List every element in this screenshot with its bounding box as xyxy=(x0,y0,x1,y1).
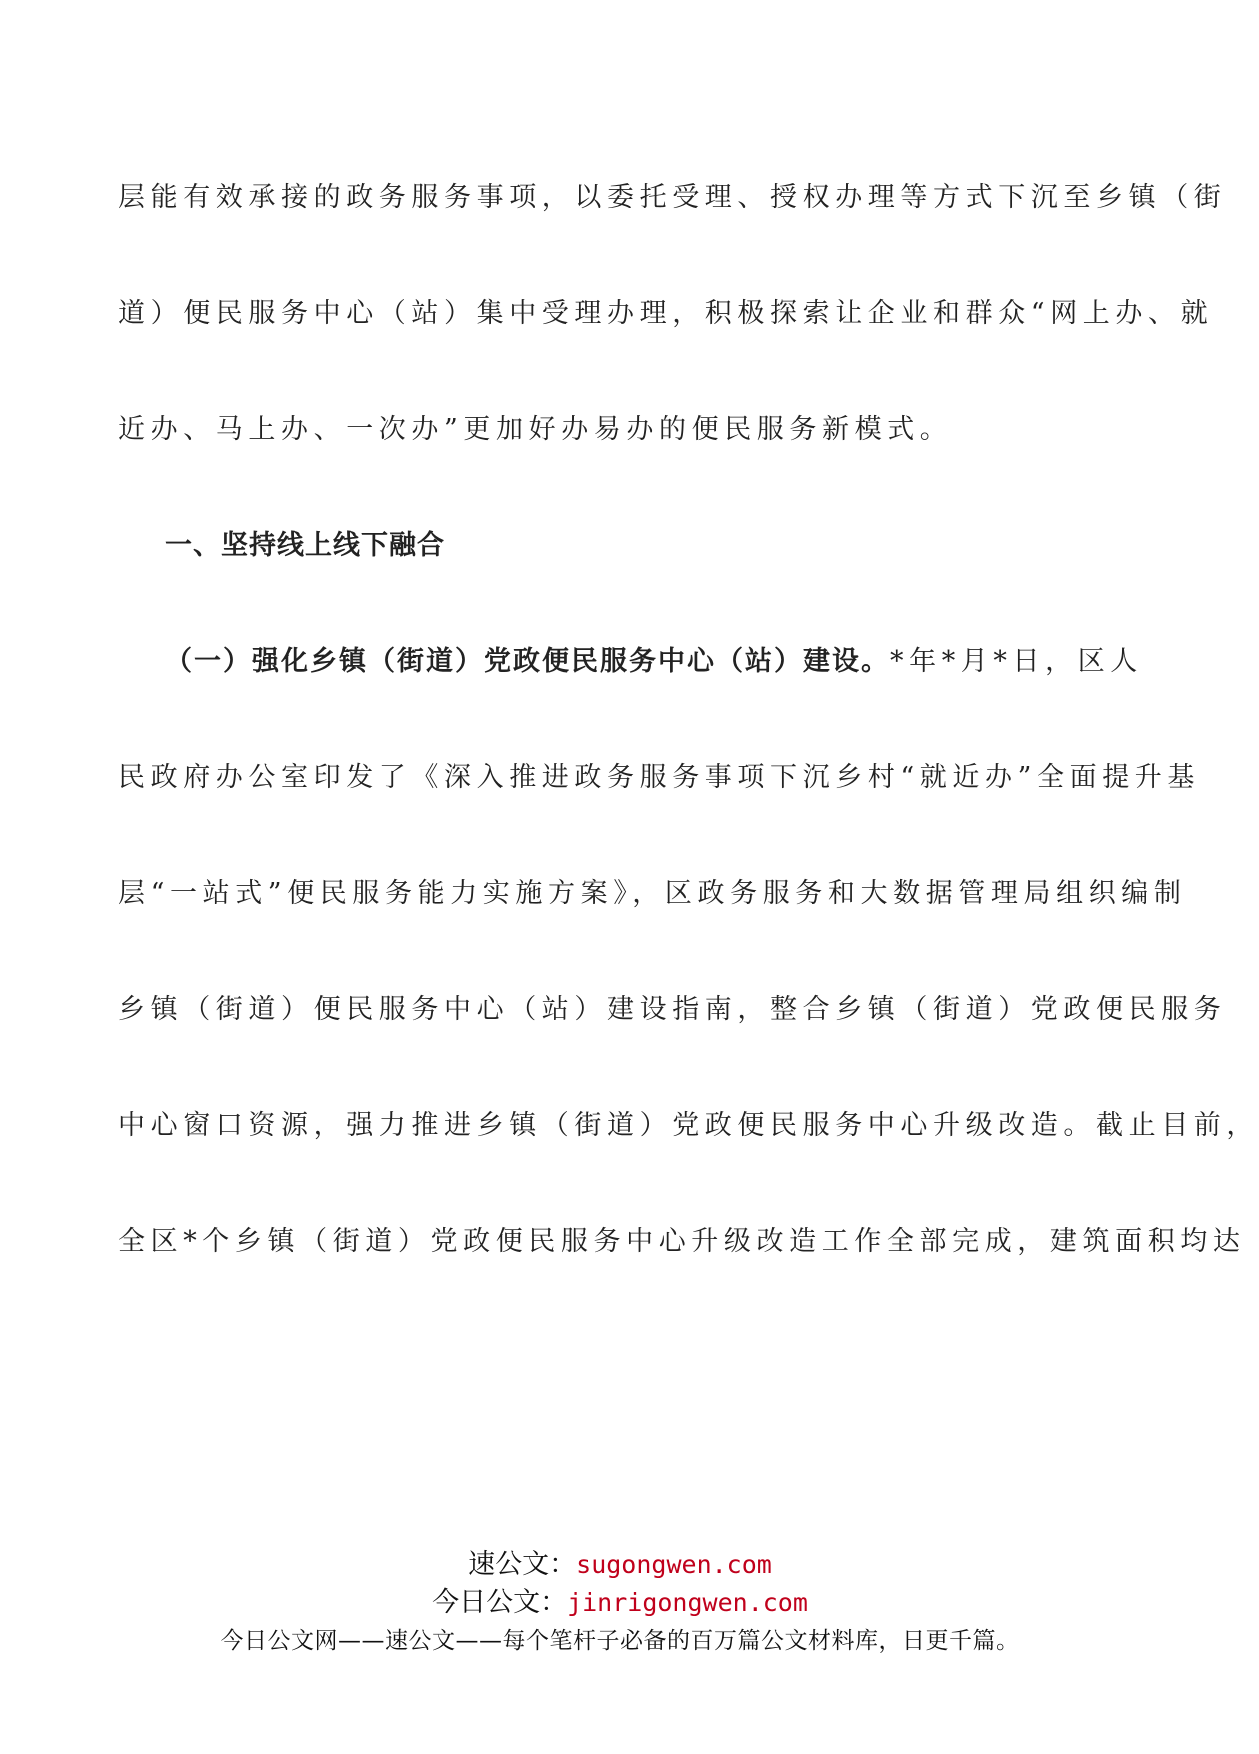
footer-site-1 xyxy=(0,1542,1240,1581)
subsection-line-1: 民政府办公室印发了《深入推进政务服务事项下沉乡村“就近办”全面提升基 xyxy=(118,762,1201,793)
subsection-first-line-rest: *年*月*日，区人 xyxy=(890,646,1143,677)
subsection-line-4: 中心窗口资源，强力推进乡镇（街道）党政便民服务中心升级改造。截止目前， xyxy=(118,1110,1259,1141)
body-line-2: 道）便民服务中心（站）集中受理办理，积极探索让企业和群众“网上办、就 xyxy=(118,298,1214,329)
footer-site-2-link[interactable]: jinrigongwen.com xyxy=(567,1588,808,1617)
subsection-line-2: 层“一站式”便民服务能力实施方案》，区政务服务和大数据管理局组织编制 xyxy=(118,878,1187,909)
footer-site-2 xyxy=(0,1580,1240,1619)
footer-site-1-label: 速公文： xyxy=(468,1549,577,1580)
subsection-line-3: 乡镇（街道）便民服务中心（站）建设指南，整合乡镇（街道）党政便民服务 xyxy=(118,994,1227,1025)
footer-site-1-link[interactable]: sugongwen.com xyxy=(576,1550,772,1579)
subsection-title: （一）强化乡镇（街道）党政便民服务中心（站）建设。 xyxy=(165,646,890,677)
footer-site-2-label: 今日公文： xyxy=(432,1587,568,1618)
body-line-3: 近办、马上办、一次办”更加好办易办的便民服务新模式。 xyxy=(118,414,953,445)
footer-slogan: 今日公文网——速公文——每个笔杆子必备的百万篇公文材料库，日更千篇。 xyxy=(220,1628,1020,1654)
section-heading: 一、坚持线上线下融合 xyxy=(165,530,445,561)
body-line-1: 层能有效承接的政务服务事项，以委托受理、授权办理等方式下沉至乡镇（街 xyxy=(118,182,1227,213)
subsection-line-5: 全区*个乡镇（街道）党政便民服务中心升级改造工作全部完成，建筑面积均达 xyxy=(118,1226,1246,1257)
subsection-first-line xyxy=(165,642,1143,682)
